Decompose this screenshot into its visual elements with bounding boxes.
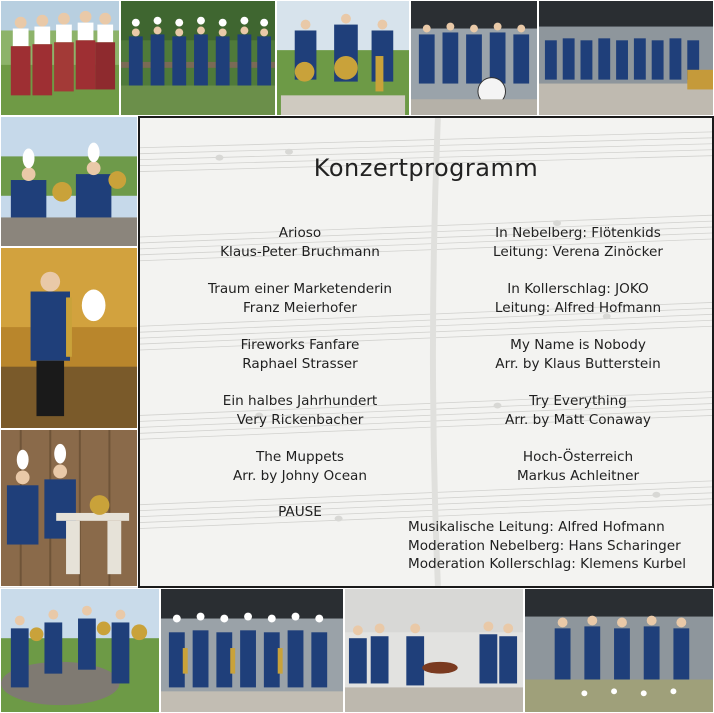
program-column-left	[180, 224, 420, 504]
piece-credit: Arr. by Johny Ocean	[232, 467, 368, 484]
piece-title: In Nebelberg: Flötenkids	[495, 225, 661, 241]
credit-line: Moderation Kollerschlag: Klemens Kurbel	[408, 556, 687, 572]
photo-fire-bowl	[344, 588, 524, 713]
program-column-right	[458, 224, 698, 504]
photo-duo-rock	[0, 116, 138, 247]
piece-credit: Franz Meierhofer	[242, 299, 358, 316]
piece-credit: Markus Achleitner	[516, 467, 640, 484]
program-entry	[180, 224, 420, 261]
program-entry	[458, 280, 698, 317]
piece-credit: Leitung: Alfred Hofmann	[494, 299, 662, 316]
program-entry	[180, 448, 420, 485]
piece-title: Traum einer Marketenderin	[207, 281, 393, 297]
photo-horn-duo	[0, 429, 138, 587]
photo-band-lawn	[524, 588, 714, 713]
program-entry	[458, 224, 698, 261]
photo-saxophones	[160, 588, 344, 713]
photo-trombones-rock	[0, 588, 160, 713]
photo-dirndl-group	[0, 0, 120, 116]
pause-label: PAUSE	[278, 504, 322, 520]
piece-title: My Name is Nobody	[510, 337, 646, 353]
piece-credit: Arr. by Klaus Butterstein	[495, 355, 661, 372]
photo-band-fence	[120, 0, 276, 116]
piece-title: Hoch-Österreich	[522, 449, 634, 465]
piece-title: In Kollerschlag: JOKO	[507, 281, 649, 297]
program-entry	[458, 392, 698, 429]
piece-title: Try Everything	[529, 393, 627, 409]
program-panel	[138, 116, 714, 588]
program-entry	[458, 336, 698, 373]
piece-credit: Leitung: Verena Zinöcker	[493, 243, 663, 260]
credit-line: Moderation Nebelberg: Hans Scharinger	[408, 537, 681, 554]
photo-drums-group	[410, 0, 538, 116]
credits-block	[408, 518, 686, 574]
photo-musician-autumn	[0, 247, 138, 429]
program-title: Konzertprogramm	[313, 154, 539, 182]
program-entry	[180, 392, 420, 429]
credit-line: Musikalische Leitung: Alfred Hofmann	[408, 519, 665, 535]
photo-brass-trio	[276, 0, 410, 116]
piece-title: Ein halbes Jahrhundert	[222, 393, 378, 409]
program-entry	[180, 280, 420, 317]
photo-band-building	[538, 0, 714, 116]
piece-credit: Klaus-Peter Bruchmann	[220, 243, 380, 260]
piece-title: Fireworks Fanfare	[240, 337, 360, 353]
piece-title: Arioso	[278, 225, 322, 241]
piece-credit: Arr. by Matt Conaway	[505, 411, 651, 428]
piece-credit: Very Rickenbacher	[236, 411, 364, 428]
program-entry	[180, 336, 420, 373]
piece-credit: Raphael Strasser	[242, 355, 358, 372]
program-entry	[458, 448, 698, 485]
piece-title: The Muppets	[256, 449, 344, 465]
